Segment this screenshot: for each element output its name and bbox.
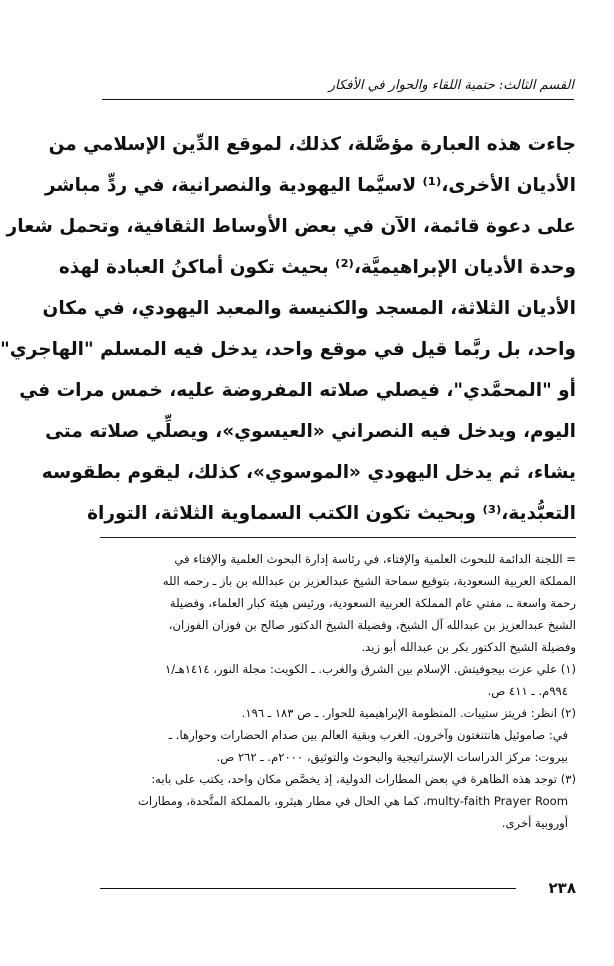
main-paragraph [0, 124, 576, 534]
footnote-line: في: صاموئيل هانتنغتون وآخرون. الغرب وبقية العالم بين صدام الحضارات وحوارها. ـ [168, 728, 568, 742]
footnote-separator [100, 537, 576, 538]
footnote-2 [100, 702, 576, 768]
main-line: وحدة الأديان الإبراهيميَّة،⁽²⁾ بحيث تكون أماكنُ العبادة لهذه [58, 257, 576, 278]
page-footer [100, 876, 576, 900]
footnote-3 [100, 768, 576, 834]
footnote-line: multy-faith Prayer Room، كما هي الحال في مطار هيثرو، بالمملكة المتَّحدة، ومطارات [138, 794, 568, 808]
page-number: ٢٣٨ [548, 879, 576, 897]
footnote-line: رحمة واسعة ـ، مفتي عام المملكة العربية السعودية، ورئيس هيئة كبار العلماء، وفضيلة [169, 596, 576, 610]
main-line: على دعوة قائمة، الآن في بعض الأوساط الثقافية، وتحمل شعار [6, 216, 576, 237]
footnotes [100, 548, 576, 878]
main-line: يشاء، ثم يدخل اليهودي «الموسوي»، كذلك، ليقوم بطقوسه [41, 462, 576, 483]
main-line: جاءت هذه العبارة مؤصَّلة، كذلك، لموقع الدِّين الإسلامي من [48, 134, 576, 155]
footnote-line: الشيخ عبدالعزيز بن عبدالله آل الشيخ، وفضيلة الشيخ الدكتور صالح بن فوزان الفوزان، [168, 618, 576, 632]
main-line: الأديان الأخرى،⁽¹⁾ لاسيَّما اليهودية والنصرانية، في ردٍّ مباشر [44, 175, 576, 196]
footnote-line: (٣) توجد هذه الظاهرة في بعض المطارات الدولية، إذ يخصَّص مكان واحد، يكتب على بابه: [151, 772, 576, 786]
footnote-line: بيروت: مركز الدراسات الإستراتيجية والبحوث والتوثيق، ٢٠٠٠م. ـ ٢٦٢ ص. [216, 750, 568, 764]
footnote-1 [100, 658, 576, 702]
footnote-continuation [100, 548, 576, 658]
footnote-line: أوروبية أخرى. [501, 816, 568, 830]
footnote-line: ٩٩٤م. ـ ٤١١ ص. [487, 684, 568, 698]
footnote-line: (٢) انظر: فريتز ستيبات. المنظومة الإبراهيمية للحوار. ـ ص ١٨٣ ـ ١٩٦. [241, 706, 576, 720]
main-line: واحد، بل ربَّما قيل في موقع واحد، يدخل فيه المسلم "الهاجري" [0, 339, 576, 360]
running-header: القسم الثالث: حتمية اللقاء والحوار في الأفكار [102, 75, 574, 100]
footer-rule [100, 888, 516, 889]
main-line: اليوم، ويدخل فيه النصراني «العيسوي»، ويصلِّي صلاته متى [45, 421, 576, 442]
main-line: الأديان الثلاثة، المسجد والكنيسة والمعبد اليهودي، في مكان [42, 298, 576, 319]
main-line: أو "المحمَّدي"، فيصلي صلاته المفروضة عليه، خمس مرات في [19, 380, 576, 401]
main-line: التعبُّدية،⁽³⁾ وبحيث تكون الكتب السماوية الثلاثة، التوراة [87, 503, 576, 524]
footnote-line: المملكة العربية السعودية، بتوقيع سماحة الشيخ عبدالعزيز بن عبدالله بن باز ـ رحمه الله [162, 574, 576, 588]
footnote-line: (١) علي عزت بيجوفيتش. الإسلام بين الشرق والغرب. ـ الكويت: مجلة النور، ١٤١٤هـ/١ [165, 662, 576, 676]
footnote-line: وفضيلة الشيخ الدكتور بكر بن عبدالله أبو زيد. [361, 640, 576, 654]
footnote-line: = اللجنة الدائمة للبحوث العلمية والإفتاء، في رئاسة إدارة البحوث العلمية والإفتاء في [174, 552, 576, 566]
